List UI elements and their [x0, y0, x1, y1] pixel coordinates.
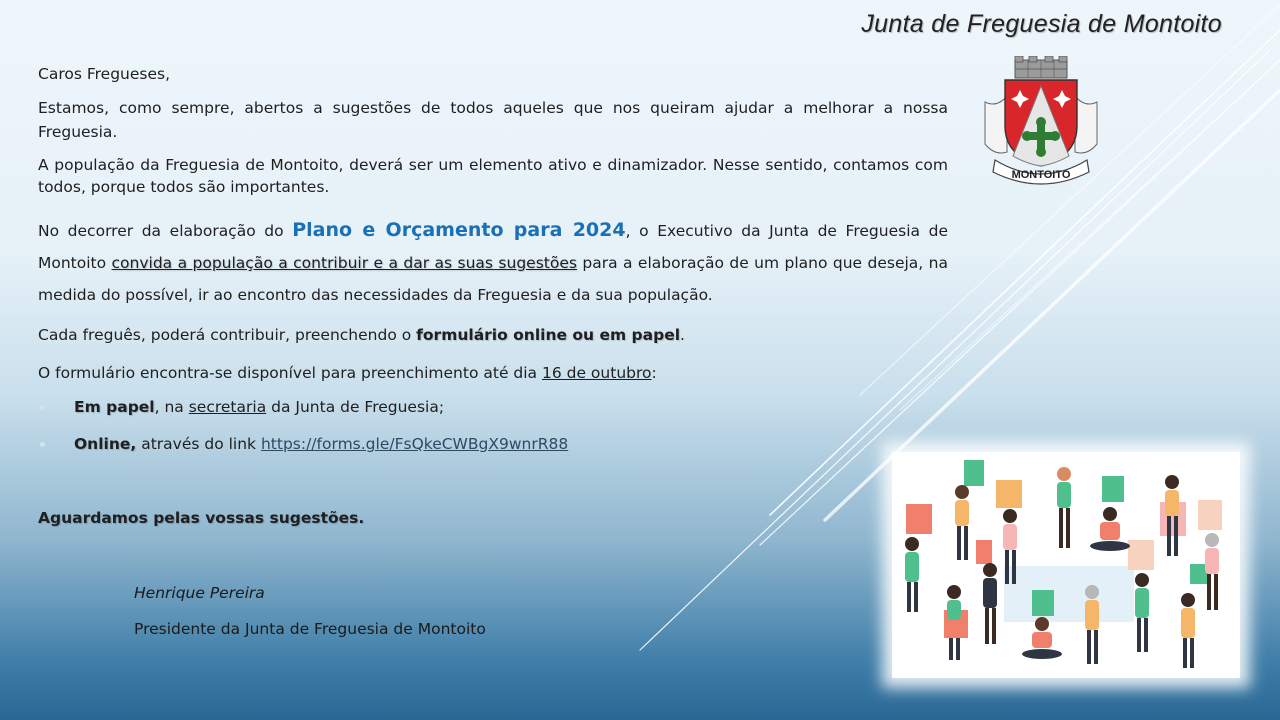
plan-text-pre: No decorrer da elaboração do: [38, 222, 293, 240]
option-online-label: Online,: [74, 435, 137, 453]
coat-of-arms-icon: [977, 56, 1105, 186]
letter-body: [38, 62, 948, 469]
signature-name: Henrique Pereira: [134, 584, 265, 602]
form-link[interactable]: https://forms.gle/FsQkeCWBgX9wnrR88: [260, 435, 569, 453]
options-list: [38, 395, 948, 456]
form-text-pre: Cada freguês, poderá contribuir, preenchendo o: [38, 326, 417, 344]
deadline-date: 16 de outubro: [541, 364, 652, 382]
form-type-text: formulário online ou em papel: [416, 326, 681, 344]
people-with-signs-icon: [892, 452, 1240, 678]
list-item-online: [38, 432, 948, 456]
paragraph-suggestions: Estamos, como sempre, abertos a sugestões de todos aqueles que nos queiram ajudar a melhorar a nossa Freguesia.: [38, 99, 948, 141]
signature-role: Presidente da Junta de Freguesia de Montoito: [134, 620, 486, 638]
paragraph-deadline: [38, 361, 948, 385]
option-paper-place: secretaria: [188, 398, 267, 416]
page-title: Junta de Freguesia de Montoito: [861, 10, 1222, 38]
list-item-paper: [38, 395, 948, 419]
plan-text-mid: , o Executivo da Junta de Freguesia de Montoito: [38, 222, 948, 272]
deadline-text-post: :: [651, 364, 657, 382]
plan-text-post: para a elaboração de um plano que deseja, na medida do possível, ir ao encontro das necessidades da Freguesia e da sua população.: [38, 254, 948, 304]
option-paper-mid: , na: [154, 398, 189, 416]
paragraph-plan: [38, 214, 948, 311]
bullet-icon: [40, 442, 45, 447]
bullet-icon: [40, 405, 45, 410]
paragraph-population: A população da Freguesia de Montoito, deverá ser um elemento ativo e dinamizador. Nesse sentido, contamos com todos, porque todos são importantes.: [38, 156, 948, 196]
closing-text: Aguardamos pelas vossas sugestões.: [38, 509, 365, 527]
greeting: Caros Fregueses,: [38, 65, 171, 83]
invite-text: convida a população a contribuir e a dar as suas sugestões: [111, 254, 577, 272]
deadline-text-pre: O formulário encontra-se disponível para preenchimento até dia: [38, 364, 542, 382]
option-online-mid: através do link: [136, 435, 261, 453]
plan-title: Plano e Orçamento para 2024: [292, 219, 626, 241]
crowd-illustration: [892, 452, 1240, 678]
signature-block: [134, 582, 486, 640]
paragraph-form: [38, 323, 948, 347]
option-paper-label: Em papel: [74, 398, 155, 416]
form-text-post: .: [680, 326, 685, 344]
option-paper-post: da Junta de Freguesia;: [266, 398, 445, 416]
crest-label: MONTOITO: [1011, 169, 1071, 181]
